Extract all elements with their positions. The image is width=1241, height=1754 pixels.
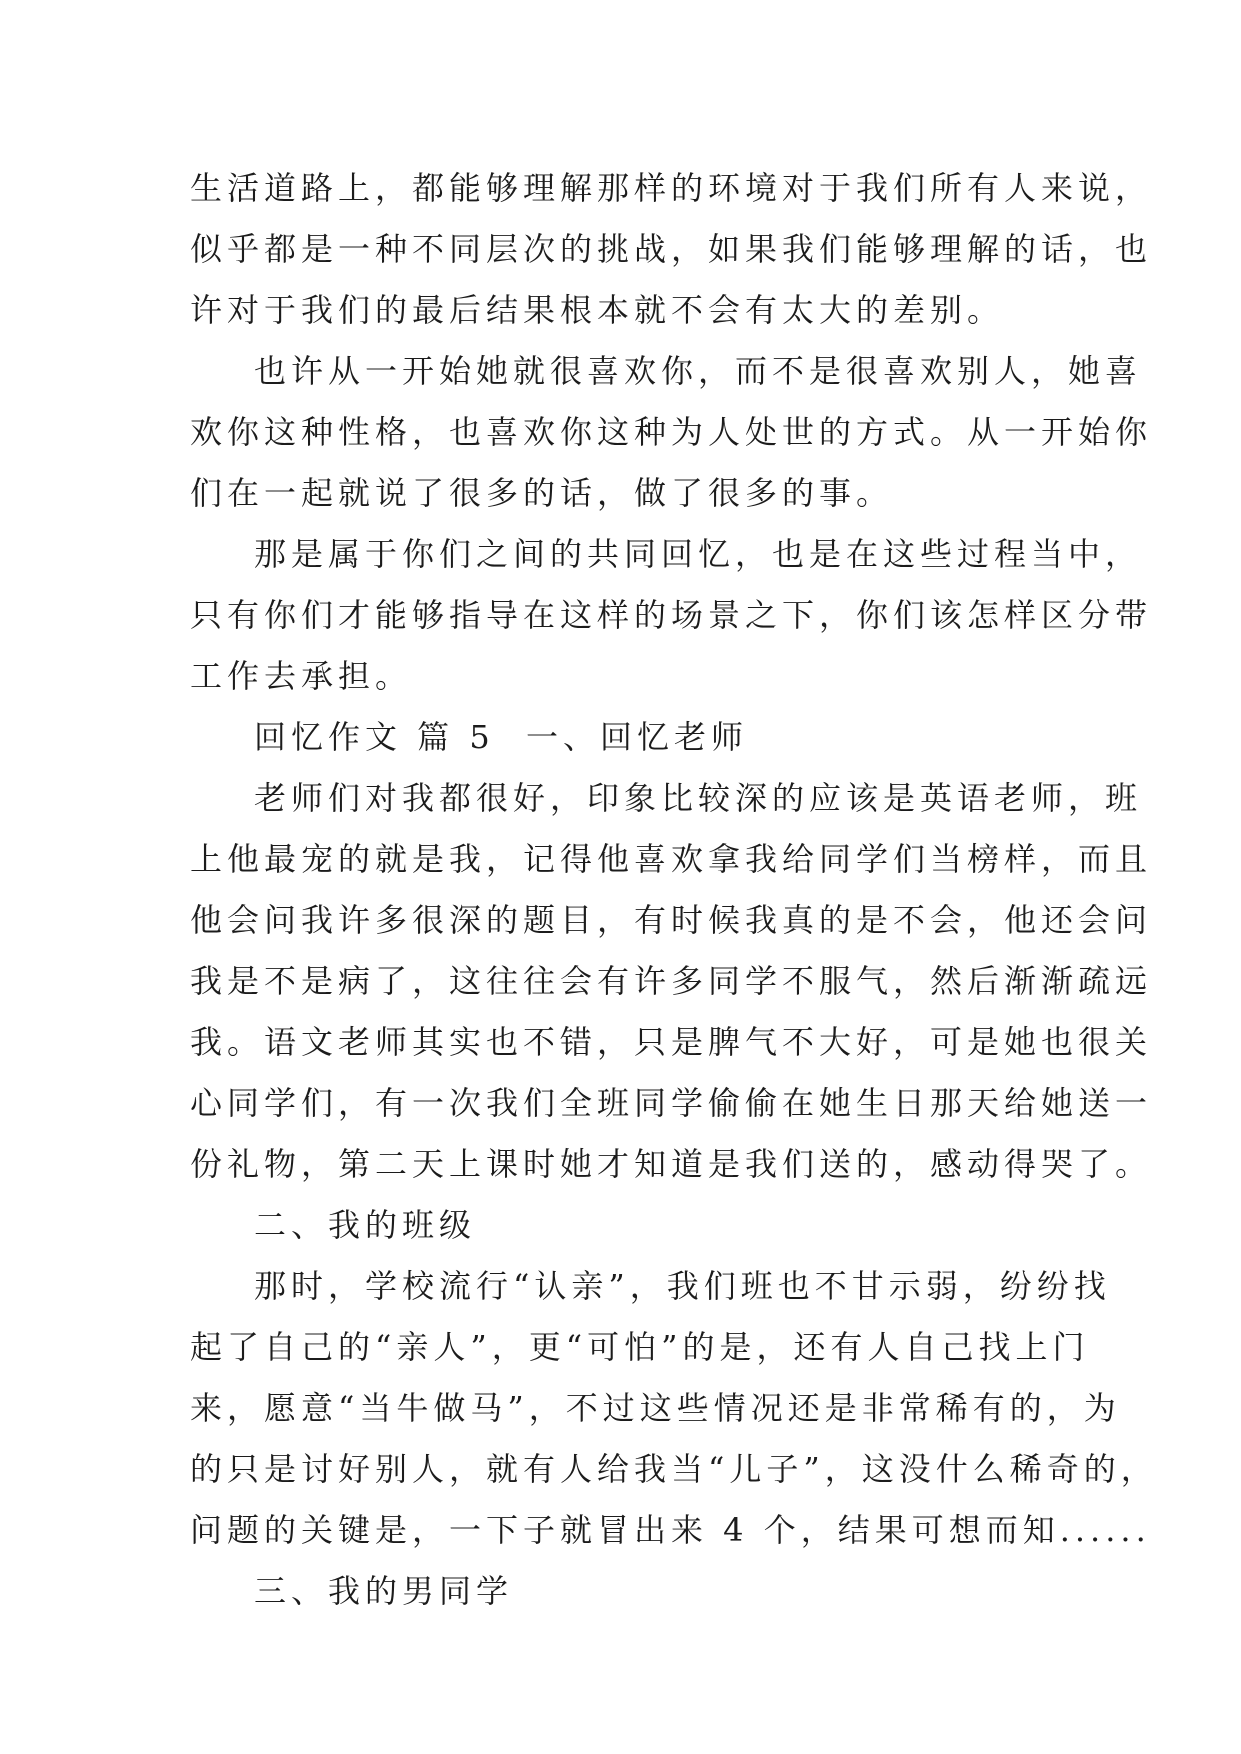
paragraph-line: 问题的关键是，一下子就冒出来 4 个，结果可想而知......: [190, 1511, 1151, 1549]
paragraph-line: 们在一起就说了很多的话，做了很多的事。: [190, 474, 894, 512]
paragraph-line: 老师们对我都很好，印象比较深的应该是英语老师，班: [254, 779, 1143, 817]
paragraph-line: 似乎都是一种不同层次的挑战，如果我们能够理解的话，也: [190, 230, 1153, 268]
paragraph-line: 起了自己的“亲人”，更“可怕”的是，还有人自己找上门: [190, 1328, 1090, 1366]
section-heading: 二、我的班级: [254, 1206, 477, 1244]
paragraph-line: 他会问我许多很深的题目，有时候我真的是不会，他还会问: [190, 901, 1153, 939]
paragraph-line: 份礼物，第二天上课时她才知道是我们送的，感动得哭了。: [190, 1145, 1153, 1183]
paragraph-line: 那时，学校流行“认亲”，我们班也不甘示弱，纷纷找: [254, 1267, 1111, 1305]
paragraph-line: 我。语文老师其实也不错，只是脾气不大好，可是她也很关: [190, 1023, 1153, 1061]
paragraph-line: 上他最宠的就是我，记得他喜欢拿我给同学们当榜样，而且: [190, 840, 1153, 878]
paragraph-line: 的只是讨好别人，就有人给我当“儿子”，这没什么稀奇的，: [190, 1450, 1158, 1488]
paragraph-line: 那是属于你们之间的共同回忆，也是在这些过程当中，: [254, 535, 1143, 573]
paragraph-line: 欢你这种性格，也喜欢你这种为人处世的方式。从一开始你: [190, 413, 1153, 451]
paragraph-line: 只有你们才能够指导在这样的场景之下，你们该怎样区分带: [190, 596, 1153, 634]
paragraph-line: 许对于我们的最后结果根本就不会有太大的差别。: [190, 291, 1005, 329]
essay-title: 回忆作文 篇 5: [254, 718, 495, 756]
paragraph-line: 工作去承担。: [190, 657, 413, 695]
section-heading: 一、回忆老师: [526, 718, 749, 756]
paragraph-line: 生活道路上，都能够理解那样的环境对于我们所有人来说，: [190, 169, 1153, 207]
paragraph-line: 也许从一开始她就很喜欢你，而不是很喜欢别人，她喜: [254, 352, 1143, 390]
section-heading: 三、我的男同学: [254, 1572, 514, 1610]
paragraph-line: 我是不是病了，这往往会有许多同学不服气，然后渐渐疏远: [190, 962, 1153, 1000]
paragraph-line: 心同学们，有一次我们全班同学偷偷在她生日那天给她送一: [190, 1084, 1153, 1122]
paragraph-line: 来，愿意“当牛做马”，不过这些情况还是非常稀有的，为: [190, 1389, 1121, 1427]
